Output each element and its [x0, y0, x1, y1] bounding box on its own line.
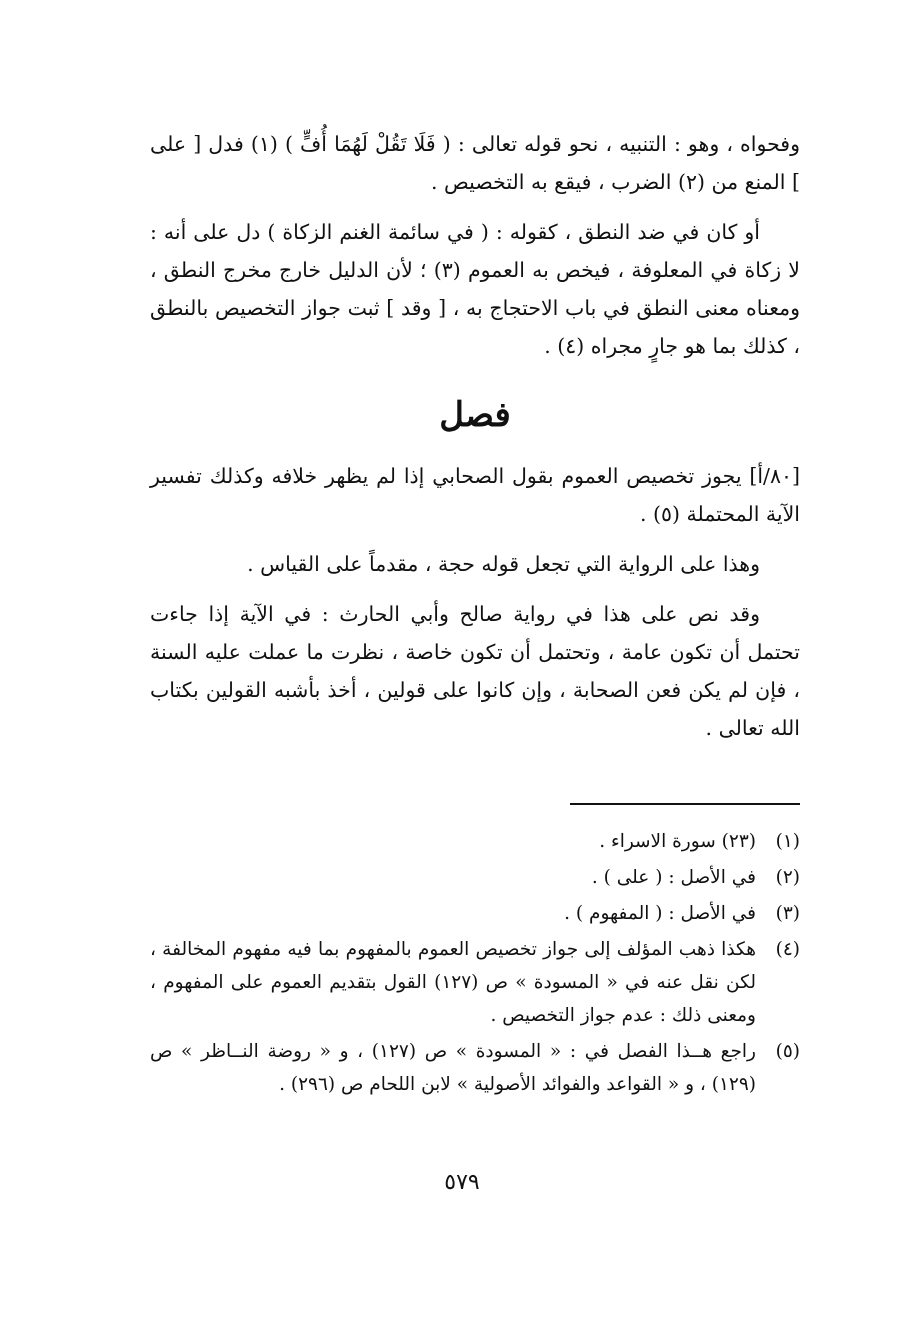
footnote-1 [150, 825, 800, 858]
footnotes [150, 825, 800, 1101]
footnote-5 [150, 1035, 800, 1101]
paragraph-didd-al-nutq: أو كان في ضد النطق ، كقوله : ( في سائمة الغنم الزكاة ) دل على أنه : لا زكاة في المعلوفة ، فيخص به العموم (٣) ؛ لأن الدليل خارج مخرج النطق ، ومعناه معنى النطق في باب الاحتجاج به ، [ وقد ] ثبت جواز التخصيص بالنطق ، كذلك بما هو جارٍ مجراه (٤) . [150, 220, 800, 358]
page-content [150, 125, 800, 1104]
footnote-number: (٢) [775, 867, 800, 888]
footnote-2 [150, 861, 800, 894]
paragraph-takhsis-sahabi: [٨٠/أ] يجوز تخصيص العموم بقول الصحابي إذا لم يظهر خلافه وكذلك تفسير الآية المحتملة (٥) . [150, 464, 800, 526]
footnote-number: (٣) [775, 903, 800, 924]
footnote-text: هكذا ذهب المؤلف إلى جواز تخصيص العموم بالمفهوم بما فيه مفهوم المخالفة ، لكن نقل عنه في « المسودة » ص (١٢٧) القول بتقديم العموم على المفهوم ، ومعنى ذلك : عدم جواز التخصيص . [150, 939, 756, 1026]
footnote-text: (٢٣) سورة الاسراء . [599, 831, 756, 852]
footnote-3 [150, 897, 800, 930]
footnote-text: في الأصل : ( على ) . [591, 867, 756, 888]
paragraph-nass: وقد نص على هذا في رواية صالح وأبي الحارث : في الآية إذا جاءت تحتمل أن تكون عامة ، وتحتمل أن تكون خاصة ، نظرت ما عملت عليه السنة ، فإن لم يكن فعن الصحابة ، وإن كانوا على قولين ، أخذ بأشبه القولين بكتاب الله تعالى . [150, 602, 800, 740]
paragraph-riwaya: وهذا على الرواية التي تجعل قوله حجة ، مقدماً على القياس . [247, 552, 760, 576]
footnote-separator [570, 803, 800, 805]
footnote-text: في الأصل : ( المفهوم ) . [564, 903, 756, 924]
footnote-4 [150, 933, 800, 1032]
footnote-number: (٥) [775, 1041, 800, 1062]
footnote-number: (١) [775, 831, 800, 852]
footnote-text: راجع هــذا الفصل في : « المسودة » ص (١٢٧) ، و « روضة النــاظر » ص (١٢٩) ، و « القواعد والفوائد الأصولية » لابن اللحام ص (٢٩٦) . [150, 1041, 756, 1095]
page-number: ٥٧٩ [444, 1170, 480, 1195]
footnote-number: (٤) [775, 939, 800, 960]
section-title: فصل [439, 395, 511, 435]
paragraph-fahwa: وفحواه ، وهو : التنبيه ، نحو قوله تعالى : ( فَلَا تَقُلْ لَهُمَا أُفٍّ ) (١) فدل [ على ] المنع من (٢) الضرب ، فيقع به التخصيص . [150, 132, 800, 194]
